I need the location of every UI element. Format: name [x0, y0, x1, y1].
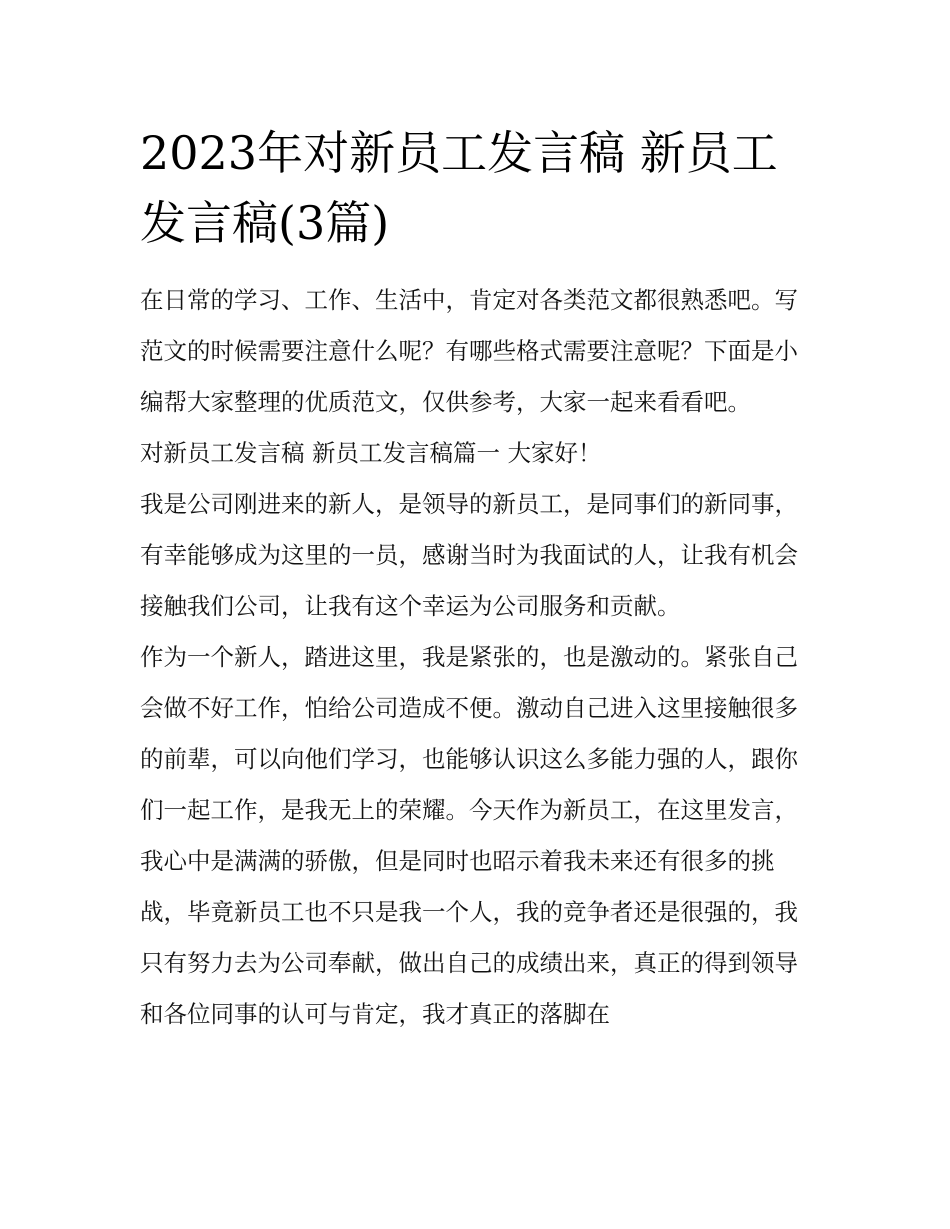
- paragraph-1: 我是公司刚进来的新人，是领导的新员工，是同事们的新同事，有幸能够成为这里的一员，感谢当时为我面试的人，让我有机会接触我们公司，让我有这个幸运为公司服务和贡献。: [140, 490, 798, 620]
- paragraph-heading: 对新员工发言稿 新员工发言稿篇一 大家好！: [140, 439, 602, 467]
- document-body: [140, 275, 820, 1040]
- paragraph-intro: 在日常的学习、工作、生活中，肯定对各类范文都很熟悉吧。写范文的时候需要注意什么呢？有哪些格式需要注意呢？下面是小编帮大家整理的优质范文，仅供参考，大家一起来看看吧。: [140, 286, 798, 416]
- document-title: 2023年对新员工发言稿 新员工发言稿(3篇): [140, 126, 778, 250]
- paragraph-2: 作为一个新人，踏进这里，我是紧张的，也是激动的。紧张自己会做不好工作，怕给公司造成不便。激动自己进入这里接触很多的前辈，可以向他们学习，也能够认识这么多能力强的人，跟你们一起工作，是我无上的荣耀。今天作为新员工，在这里发言，我心中是满满的骄傲，但是同时也昭示着我未来还有很多的挑战，毕竟新员工也不只是我一个人，我的竞争者还是很强的，我只有努力去为公司奉献，做出自己的成绩出来，真正的得到领导和各位同事的认可与肯定，我才真正的落脚在: [140, 643, 798, 1028]
